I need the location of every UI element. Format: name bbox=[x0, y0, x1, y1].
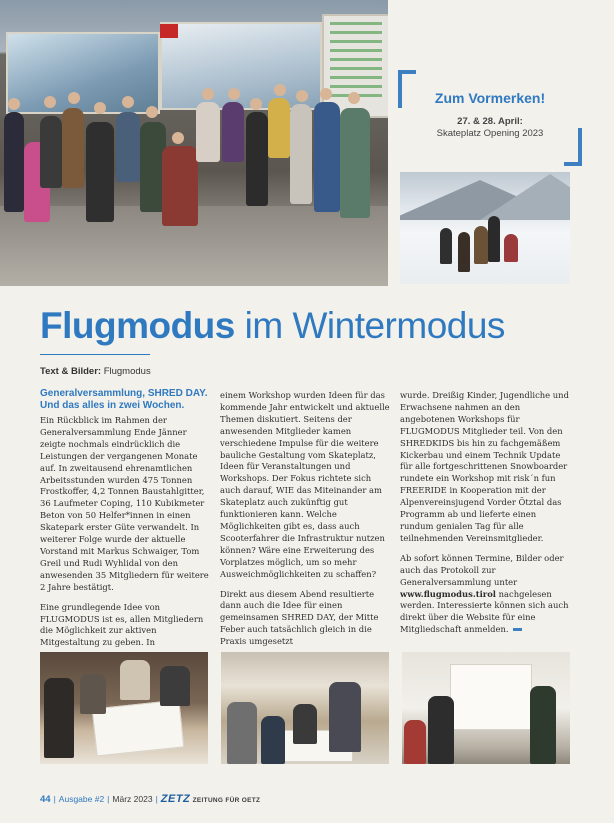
paragraph: wurde. Dreißig Kinder, Jugendliche und Erwachsene nahmen an den angebotenen Workshops für FLUGMODUS Mitglieder teil. Von den SHREDKIDS bis hin zu fachgemäßem Kickerbau und einem Technik Update für alle fortgeschrittenen Snowboarder rundete ein Workshop mit risk´n fun FREERIDE in Kooperation mit der Alpenvereinsjugend Vorder Ötztal das Programm ab und lieferte einen rundum genialen Tag für alle teilnehmenden Vereinsmitglieder. bbox=[400, 390, 569, 543]
article-lead: Generalversammlung, SHRED DAY. Und das alles in zwei Wochen. bbox=[40, 388, 208, 411]
callout-date: 27. & 28. April: bbox=[457, 116, 523, 127]
snowboarders-group bbox=[0, 82, 388, 232]
title-divider bbox=[40, 354, 150, 355]
end-mark-icon bbox=[513, 628, 522, 631]
article-column-3 bbox=[400, 390, 572, 644]
brand-subtitle: ZEITUNG FÜR OETZ bbox=[192, 797, 261, 804]
paragraph-text: nachgelesen werden. Interessierte können sich auch direkt über die Website für eine Mitgliedschaft anmelden. bbox=[400, 588, 569, 635]
article-column-2 bbox=[220, 390, 390, 656]
page-footer: 44 | Ausgabe #2 | März 2023 | ZETZ ZEITUNG FÜR OETZ bbox=[40, 793, 261, 805]
workshop-photo-1 bbox=[40, 652, 208, 764]
callout-event: Skateplatz Opening 2023 bbox=[436, 128, 544, 139]
paragraph: Direkt aus diesem Abend resultierte dann auch die Idee für einen gemeinsamen SHRED DAY, der Mitte Feber auch tatsächlich gleich in die Praxis umgesetzt bbox=[220, 588, 379, 647]
group-photo bbox=[0, 0, 388, 286]
paragraph: einem Workshop wurden Ideen für das kommende Jahr entwickelt und aktuelle Themen diskutiert. Seitens der anwesenden Mitglieder kamen verschiedene Impulse für die weitere bauliche Gestaltung vom Skateplatz, Ideen für Veranstaltungen und Workshops. Der Fokus richtete sich auch darauf, WIE das Miteinander am Skateplatz auch zukünftig gut funktionieren kann. Welche Möglichkeiten gibt es, dass auch Scooterfahrer die Infrastruktur nutzen können? Wäre eine Erweiterung des Vorplatzes möglich, um so mehr Ausweichmöglichkeiten zu schaffen? bbox=[220, 390, 390, 579]
website-link[interactable]: www.flugmodus.tirol bbox=[400, 588, 496, 599]
issue-date: März 2023 bbox=[112, 794, 153, 804]
issue-label: Ausgabe #2 bbox=[58, 794, 105, 804]
credit-label: Text & Bilder: bbox=[40, 366, 102, 377]
paragraph: Eine grundlegende Idee von FLUGMODUS ist es, allen Mitgliedern die Möglichkeit zur aktiven Mitgestaltung zu geben. In bbox=[40, 601, 204, 648]
snow-mountain-photo bbox=[400, 172, 570, 284]
paragraph: Ein Rückblick im Rahmen der Generalversammlung Ende Jänner zeigte nochmals eindrücklich die Leistungen der vergangenen Monate auf. In zweitausend ehrenamtlichen Arbeitsstunden wurden 475 Tonnen Frostkoffer, 4,2 Tonnen Baustahlgitter, 36 Laufmeter Coping, 110 Kubikmeter Beton von 50 Helfer*innen in einen Skatepark erster Güte verwandelt. In weiterer Folge wurde der aktuelle Vorstand mit Markus Schwaiger, Tom Greil und Rudi Wyhlidal von den anwesenden 35 Mitgliedern für weitere 2 Jahre bestätigt. bbox=[40, 415, 209, 592]
article-title bbox=[40, 306, 505, 346]
article-title-rest: im Wintermodus bbox=[234, 305, 505, 346]
presentation-photo bbox=[402, 652, 570, 764]
article-credit bbox=[40, 366, 151, 377]
article-column-1 bbox=[40, 388, 210, 657]
page-number: 44 bbox=[40, 794, 51, 805]
article-title-bold: Flugmodus bbox=[40, 305, 235, 346]
credit-value: Flugmodus bbox=[101, 366, 151, 377]
workshop-photo-2 bbox=[221, 652, 389, 764]
brand-logo: ZETZ bbox=[160, 793, 191, 805]
save-the-date-callout bbox=[398, 70, 582, 166]
paragraph-text: Ab sofort können Termine, Bilder oder auch das Protokoll zur Generalversammlung unter bbox=[400, 552, 564, 587]
oetztal-logo-sign bbox=[160, 24, 178, 38]
callout-title: Zum Vormerken! bbox=[434, 90, 546, 106]
paragraph bbox=[400, 553, 572, 636]
mountain-shape bbox=[480, 174, 570, 220]
